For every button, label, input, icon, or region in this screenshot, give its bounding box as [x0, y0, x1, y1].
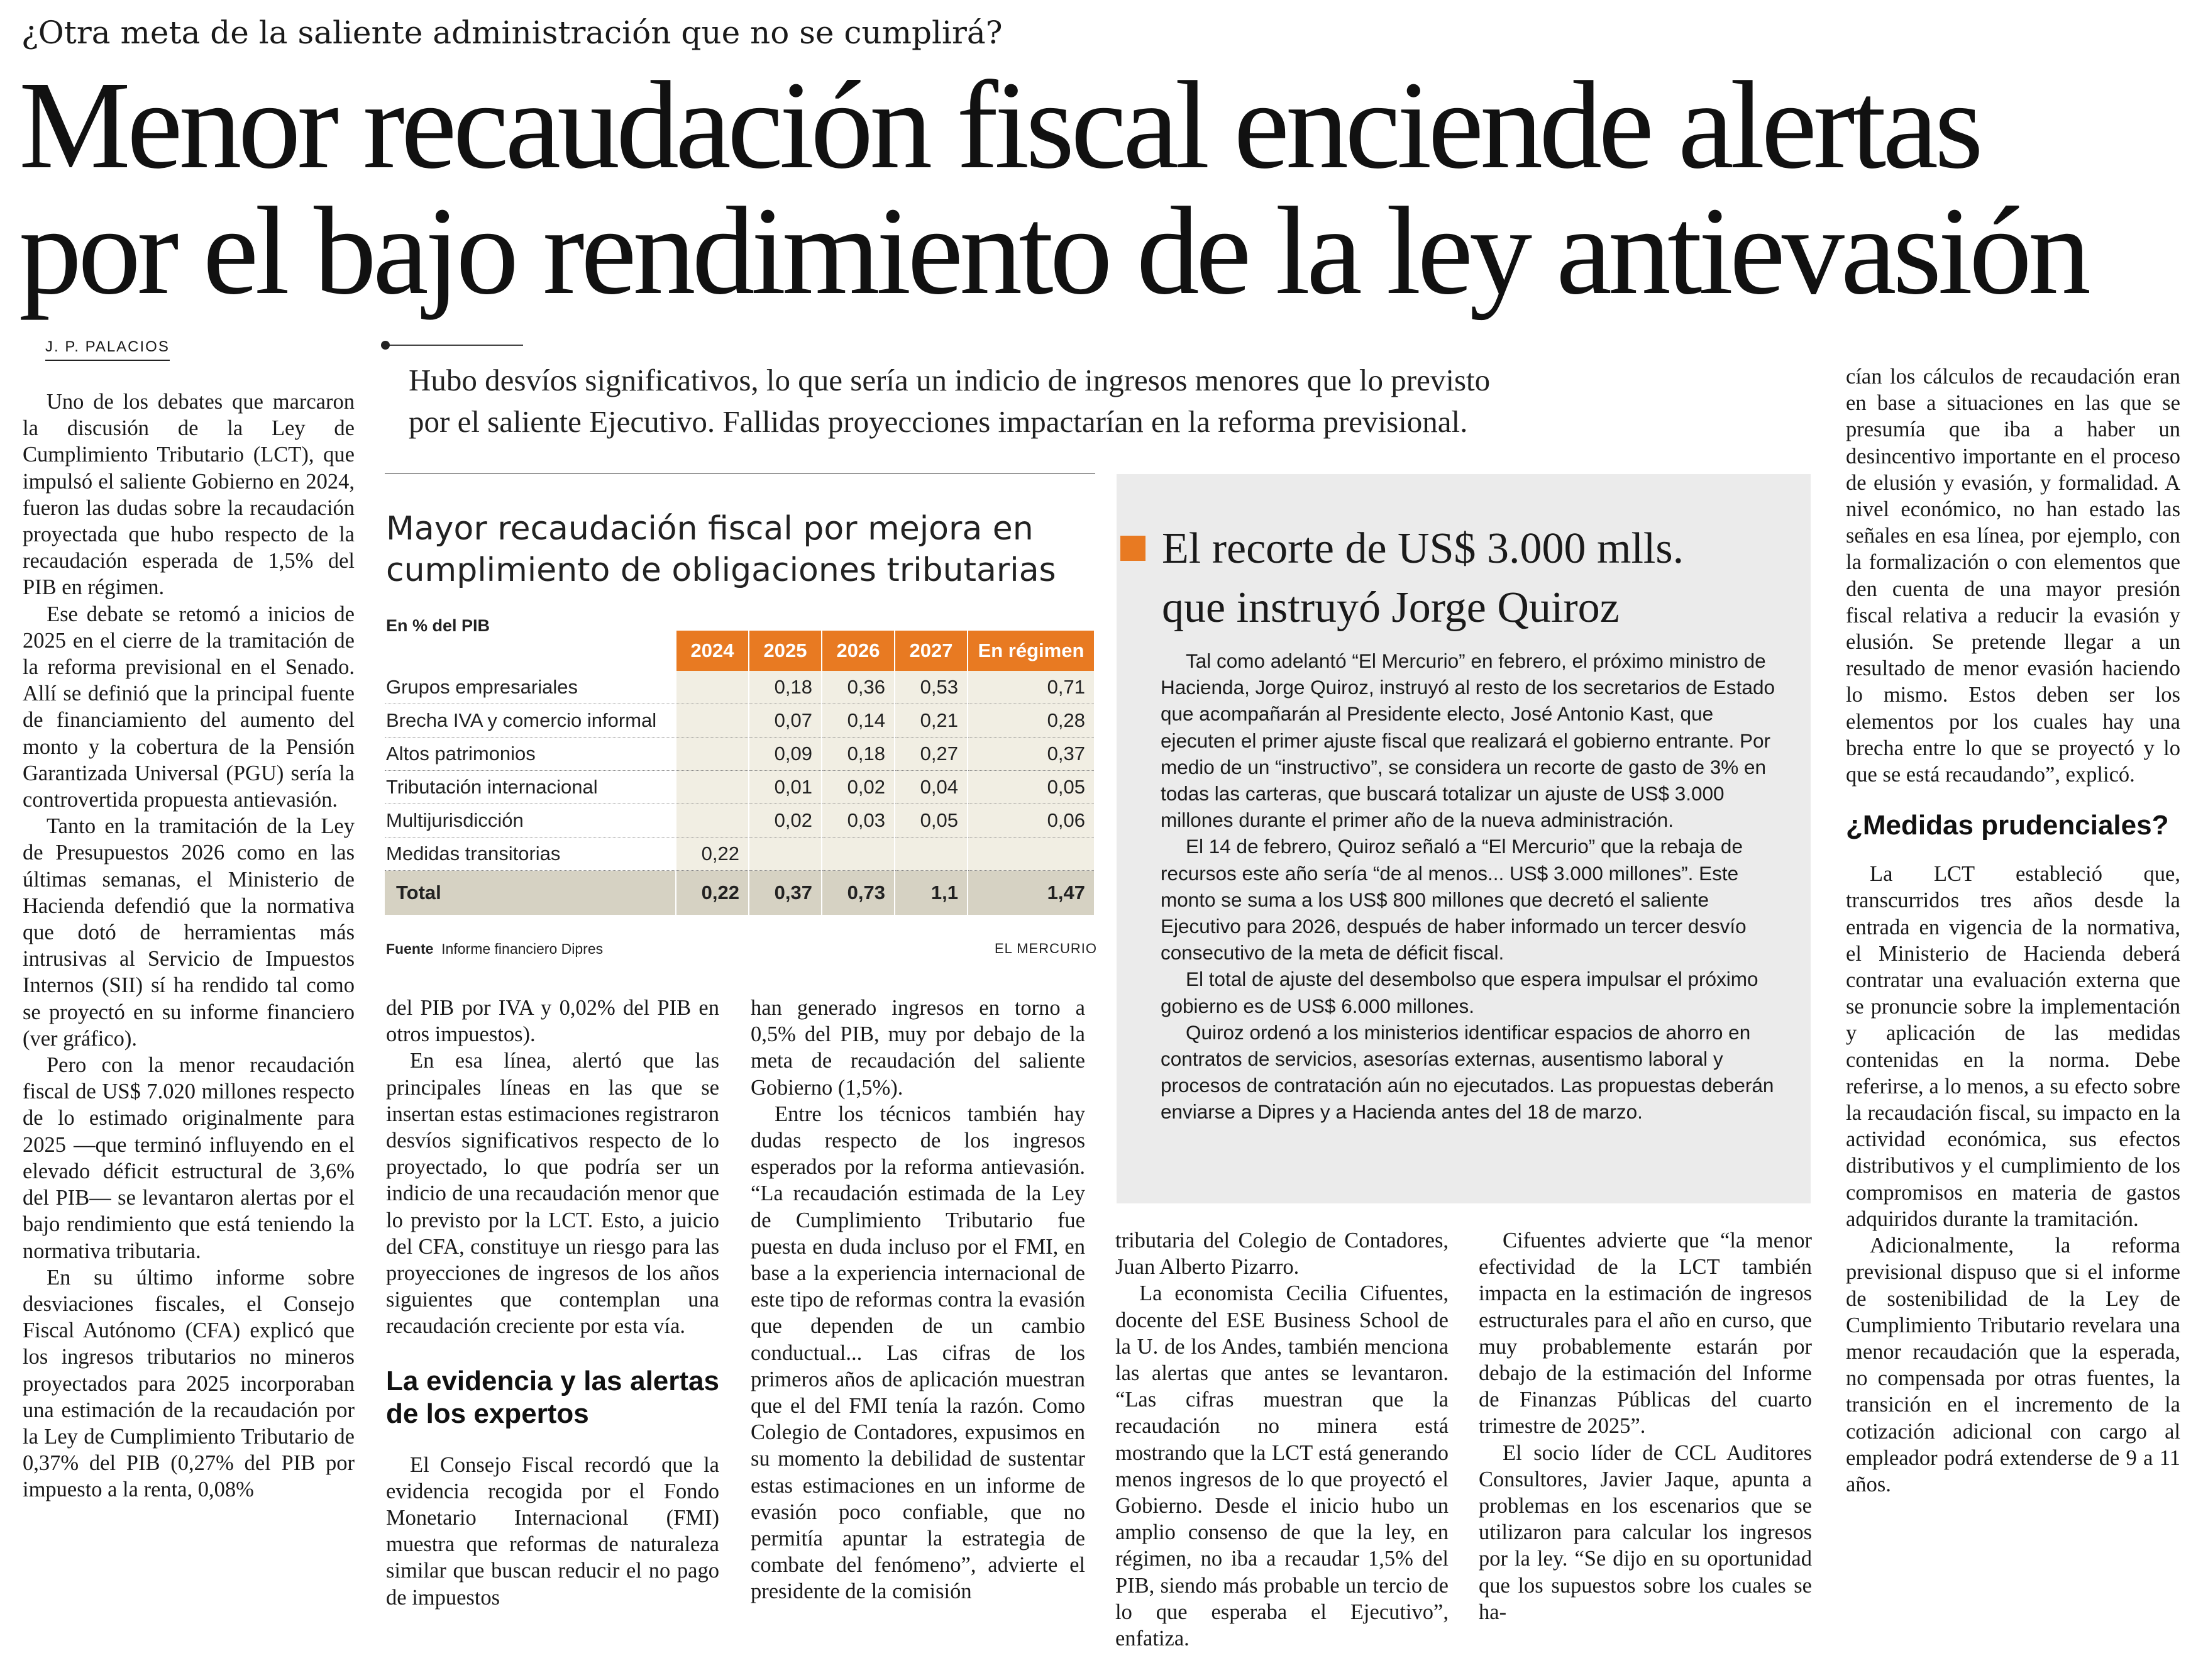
paragraph: Adicionalmente, la reforma previsional dispuso que si el informe de sostenibilidad de la Ley de Cumplimiento Tributario revelara una menor recaudación que la esperada, no compensada por otras fuentes, la transición en el incremento de la cotización adicional con cargo al empleador podrá extenderse de 9 a 11 años. — [1846, 1234, 2180, 1496]
chart-unit: En % del PIB — [386, 616, 490, 635]
table-header-cell: 2026 — [822, 631, 895, 671]
kicker: ¿Otra meta de la saliente administración que no se cumplirá? — [21, 14, 1003, 51]
table-cell — [676, 771, 749, 804]
table-cell: 1,1 — [895, 871, 968, 915]
column-4 — [1115, 1227, 1449, 1652]
table-cell: 0,53 — [895, 671, 968, 704]
table-cell: 0,06 — [968, 804, 1094, 837]
table-cell: 0,07 — [749, 704, 822, 738]
table-header-cell: 2025 — [749, 631, 822, 671]
table-cell: 0,73 — [822, 871, 895, 915]
column-5 — [1479, 1227, 1812, 1625]
row-label: Multijurisdicción — [385, 804, 676, 837]
table-cell: 1,47 — [968, 871, 1094, 915]
table-cell: 0,22 — [676, 837, 749, 871]
headline-line-1: Menor recaudación fiscal enciende alertas — [19, 56, 1980, 195]
paragraph: Cifuentes advierte que “la menor efectividad de la LCT también impacta en la estimación de ingresos estructurales para el año en curso, que muy probablemente estarán por debajo de la estimación del Informe de Finanzas Públicas del cuarto trimestre de 2025”. — [1479, 1229, 1812, 1439]
table-cell: 0,02 — [822, 771, 895, 804]
table-cell: 0,14 — [822, 704, 895, 738]
paragraph: cían los cálculos de recaudación eran en base a situaciones en las que se presumía que iba a haber un desincentivo importante en el proceso de elusión y evasión, y formalidad. A nivel económico, no han estado las señales en esa línea, por ejemplo, con la formalización o con elementos que den cuenta de una mayor presión fiscal relativa a reducir la evasión y elusión. Se pretende llegar a un resultado de menor evasión haciendo lo mismo. Estos deben ser los elementos por los cuales hay una brecha entre lo que se proyectó y lo que se está recaudando”, explicó. — [1846, 365, 2180, 787]
lede-line-1: Hubo desvíos significativos, lo que sería un indicio de ingresos menores que lo previsto — [409, 363, 1491, 397]
table-header-cell: En régimen — [968, 631, 1094, 671]
table-cell: 0,37 — [968, 738, 1094, 771]
paragraph: El 14 de febrero, Quiroz señaló a “El Mercurio” que la rebaja de recursos este año sería “de al menos... US$ 3.000 millones”. Este monto se suma a los US$ 800 millones que decretó el saliente Ejecutivo para 2026, después de haber informado un tercer desvío consecutivo de la meta de déficit fiscal. — [1161, 835, 1747, 964]
table-cell: 0,18 — [822, 738, 895, 771]
paragraph: Ese debate se retomó a inicios de 2025 en el cierre de la tramitación de la reforma previsional en el Senado. Allí se definió que la principal fuente de financiamiento del aumento del monto y la cobertura de la Pensión Garantizada Universal (PGU) sería la controvertida propuesta antievasión. — [23, 602, 355, 812]
chart-source — [386, 941, 603, 958]
lede-divider — [385, 473, 1095, 474]
table-header-blank — [385, 631, 676, 671]
paragraph: Pero con la menor recaudación fiscal de US$ 7.020 millones respecto de lo estimado originalmente para 2025 —que terminó influyendo en el elevado déficit estructural de 3,6% del PIB— se levantaron alertas por el bajo rendimiento que está teniendo la normativa tributaria. — [23, 1053, 355, 1263]
source-text: Informe financiero Dipres — [441, 941, 604, 957]
table-cell — [895, 837, 968, 871]
table-header-row — [385, 631, 1094, 671]
table-cell: 0,18 — [749, 671, 822, 704]
paragraph: Uno de los debates que marcaron la discusión de la Ley de Cumplimiento Tributario (LCT), que impulsó el saliente Gobierno en 2024, fueron las dudas sobre la recaudación proyectada que hubo respecto de la recaudación esperada de 1,5% del PIB en régimen. — [23, 390, 355, 600]
lede-bullet-icon — [381, 341, 390, 350]
table-total-row — [385, 871, 1094, 915]
paragraph: tributaria del Colegio de Contadores, Juan Alberto Pizarro. — [1115, 1229, 1449, 1279]
table-row — [385, 738, 1094, 771]
row-label: Total — [385, 871, 676, 915]
table-cell: 0,02 — [749, 804, 822, 837]
box-square-icon — [1120, 536, 1145, 561]
table-cell: 0,09 — [749, 738, 822, 771]
paragraph: La economista Cecilia Cifuentes, docente del ESE Business School de la U. de los Andes, también menciona las alertas que antes se levantaron. “Las cifras muestran que la recaudación no minera está mostrando que la LCT está generando menos ingresos de lo que proyectó el Gobierno. Desde el inicio hubo un amplio consenso de que la ley, en régimen, no iba a recaudar 1,5% del PIB, siendo más probable un tercio de lo que esperaba el Ejecutivo”, enfatiza. — [1115, 1281, 1449, 1651]
table-cell: 0,05 — [968, 771, 1094, 804]
lede — [409, 360, 1842, 443]
table-cell — [676, 671, 749, 704]
table-header-cell: 2024 — [676, 631, 749, 671]
subheading: La evidencia y las alertas de los expertos — [386, 1365, 719, 1429]
paragraph: El Consejo Fiscal recordó que la evidencia recogida por el Fondo Monetario Internacional (FMI) muestra que reformas de naturaleza similar que buscan reducir el no pago de impuestos — [386, 1452, 719, 1610]
row-label: Brecha IVA y comercio informal — [385, 704, 676, 738]
paragraph: El total de ajuste del desembolso que espera impulsar el próximo gobierno es de US$ 6.000 millones. — [1161, 968, 1758, 1017]
table-cell: 0,04 — [895, 771, 968, 804]
row-label: Tributación internacional — [385, 771, 676, 804]
box-title-line-1: El recorte de US$ 3.000 mlls. — [1162, 524, 1684, 573]
table-cell — [749, 837, 822, 871]
table-cell: 0,03 — [822, 804, 895, 837]
column-3 — [751, 995, 1085, 1605]
box-body — [1161, 648, 1789, 1125]
revenue-table — [385, 631, 1094, 915]
table-header-cell: 2027 — [895, 631, 968, 671]
table-cell — [676, 804, 749, 837]
table-row — [385, 704, 1094, 738]
table-cell — [676, 738, 749, 771]
row-label: Medidas transitorias — [385, 837, 676, 871]
lede-rule — [385, 345, 523, 346]
paragraph: Tanto en la tramitación de la Ley de Presupuestos 2026 como en las últimas semanas, el Ministerio de Hacienda defendió que la normativa que dotó de herramientas más intrusivas al Servicio de Impuestos Internos (SII) sí ha rendido tal como se proyectó en su informe financiero (ver gráfico). — [23, 814, 355, 1051]
table-row — [385, 771, 1094, 804]
column-6 — [1846, 363, 2180, 1498]
table-cell: 0,71 — [968, 671, 1094, 704]
table-cell — [968, 837, 1094, 871]
table-cell: 0,36 — [822, 671, 895, 704]
paragraph: La LCT estableció que, transcurridos tres años desde la entrada en vigencia de la normativa, el Ministerio de Hacienda deberá contratar una evaluación externa que se pronuncie sobre la implementación y aplicación de las medidas contenidas en la norma. Debe referirse, a lo menos, a su efecto sobre la recaudación fiscal, su impacto en la actividad económica, sus efectos distributivos y el cumplimiento de los compromisos en materia de gastos adquiridos durante la tramitación. — [1846, 862, 2180, 1231]
table-cell: 0,37 — [749, 871, 822, 915]
table-row — [385, 837, 1094, 871]
paragraph: Tal como adelantó “El Mercurio” en febrero, el próximo ministro de Hacienda, Jorge Quiroz, instruyó al resto de los secretarios de Estado que acompañarán al Presidente electo, José Antonio Kast, que ejecuten el primer ajuste fiscal que realizará el gobierno entrante. Por medio de un “instructivo”, se considera un recorte de gasto de 3% en todas las carteras, que buscará totalizar un ajuste de US$ 3.000 millones durante el primer año de la nueva administración. — [1161, 649, 1775, 832]
paragraph: El socio líder de CCL Auditores Consultores, Javier Jaque, apunta a problemas en los escenarios que se utilizaron para calcular los ingresos por la ley. “Se dijo en su oportunidad que los supuestos sobre los cuales se ha- — [1479, 1440, 1812, 1624]
table-cell — [822, 837, 895, 871]
row-label: Altos patrimonios — [385, 738, 676, 771]
paragraph: En su último informe sobre desviaciones fiscales, el Consejo Fiscal Autónomo (CFA) explicó que los ingresos tributarios no mineros proyectados para 2025 incorporaban una estimación de la recaudación por la Ley de Cumplimiento Tributario de 0,37% del PIB (0,27% del PIB por impuesto a la renta, 0,08% — [23, 1265, 355, 1502]
box-title — [1162, 519, 1797, 638]
table-cell: 0,01 — [749, 771, 822, 804]
table-row — [385, 671, 1094, 704]
paragraph: Quiroz ordenó a los ministerios identificar espacios de ahorro en contratos de servicios, asesorías externas, ausentismo laboral y procesos de contratación aún no ejecutados. Las propuestas deberán enviarse a Dipres y a Hacienda antes del 18 de marzo. — [1161, 1020, 1774, 1124]
chart-credit: EL MERCURIO — [995, 941, 1097, 956]
table-row — [385, 804, 1094, 837]
table-cell — [676, 704, 749, 738]
headline — [19, 56, 2194, 321]
headline-line-2: por el bajo rendimiento de la ley antievasión — [19, 182, 2087, 321]
column-2 — [386, 995, 719, 1611]
column-1 — [23, 389, 355, 1503]
subheading: ¿Medidas prudenciales? — [1846, 810, 2169, 841]
paragraph: han generado ingresos en torno a 0,5% del PIB, muy por debajo de la meta de recaudación del saliente Gobierno (1,5%). — [751, 996, 1085, 1100]
lede-line-2: por el saliente Ejecutivo. Fallidas proyecciones impactarían en la reforma previsional. — [409, 404, 1468, 439]
table-cell: 0,27 — [895, 738, 968, 771]
source-label: Fuente — [386, 941, 434, 957]
chart-title: Mayor recaudación fiscal por mejora en cumplimiento de obligaciones tributarias — [386, 510, 1056, 589]
paragraph: Entre los técnicos también hay dudas respecto de los ingresos esperados por la reforma antievasión. “La recaudación estimada de la Ley de Cumplimiento Tributario fue puesta en duda incluso por el FMI, en base a la experiencia internacional de este tipo de reformas contra la evasión que dependen de un cambio conductual... Las cifras de los primeros años de aplicación muestran que el del FMI tenía la razón. Como Colegio de Contadores, expusimos en su momento la debilidad de sustentar estas estimaciones en un informe de evasión poco confiable, que no permitía apuntar la estrategia de combate del fenómeno”, advierte el presidente de la comisión — [751, 1102, 1085, 1604]
paragraph: En esa línea, alertó que las principales líneas en las que se insertan estas estimaciones registraron desvíos significativos respecto de lo proyectado, lo que podría ser un indicio de una recaudación menor que lo previsto por la LCT. Esto, a juicio del CFA, constituye un riesgo para las proyecciones de ingresos de los años siguientes que contemplan una recaudación creciente por esta vía. — [386, 1049, 719, 1339]
byline: J. P. PALACIOS — [45, 338, 170, 361]
table-cell: 0,05 — [895, 804, 968, 837]
paragraph: del PIB por IVA y 0,02% del PIB en otros impuestos). — [386, 996, 719, 1047]
row-label: Grupos empresariales — [385, 671, 676, 704]
table-cell: 0,28 — [968, 704, 1094, 738]
table-cell: 0,22 — [676, 871, 749, 915]
box-title-line-2: que instruyó Jorge Quiroz — [1162, 583, 1620, 632]
table-cell: 0,21 — [895, 704, 968, 738]
